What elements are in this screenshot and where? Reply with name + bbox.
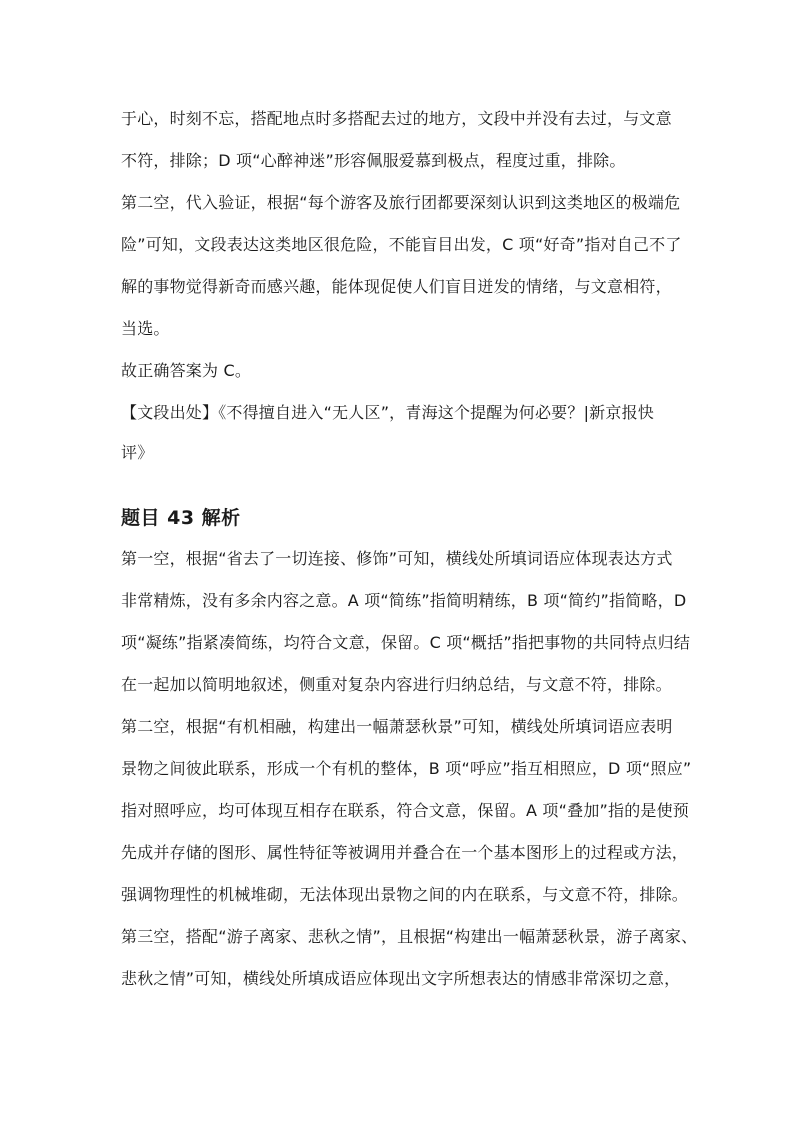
section-heading: 题目 43 解析 — [121, 507, 241, 529]
paragraph-line: 非常精炼，没有多余内容之意。A 项“简练”指简明精练，B 项“简约”指简略，D — [121, 591, 687, 610]
source-line: 【文段出处】《不得擅自进入“无人区”，青海这个提醒为何必要？|新京报快 — [121, 403, 654, 422]
paragraph-line: 景物之间彼此联系，形成一个有机的整体，B 项“呼应”指互相照应，D 项“照应” — [121, 759, 692, 778]
answer-line: 故正确答案为 C。 — [121, 361, 252, 380]
paragraph-line: 当选。 — [121, 319, 170, 338]
paragraph-line: 不符，排除；D 项“心醉神迷”形容佩服爱慕到极点，程度过重，排除。 — [121, 151, 626, 170]
paragraph-line: 第三空，搭配“游子离家、悲秋之情”，且根据“构建出一幅萧瑟秋景，游子离家、 — [121, 927, 698, 946]
paragraph-line: 悲秋之情”可知，横线处所填成语应体现出文字所想表达的情感非常深切之意， — [121, 969, 681, 988]
paragraph-line: 第二空，代入验证，根据“每个游客及旅行团都要深刻认识到这类地区的极端危 — [121, 193, 681, 212]
paragraph-line: 解的事物觉得新奇而感兴趣，能体现促使人们盲目迸发的情绪，与文意相符， — [121, 277, 672, 296]
paragraph-line: 先成并存储的图形、属性特征等被调用并叠合在一个基本图形上的过程或方法， — [121, 843, 689, 862]
paragraph-line: 在一起加以简明地叙述，侧重对复杂内容进行归纳总结，与文意不符，排除。 — [121, 675, 672, 694]
paragraph-line: 项“凝练”指紧凑简练，均符合文意，保留。C 项“概括”指把事物的共同特点归结 — [121, 633, 691, 652]
paragraph-line: 强调物理性的机械堆砌，无法体现出景物之间的内在联系，与文意不符，排除。 — [121, 885, 689, 904]
paragraph-line: 指对照呼应，均可体现互相存在联系，符合文意，保留。A 项“叠加”指的是使预 — [121, 801, 690, 820]
paragraph-line: 于心，时刻不忘，搭配地点时多搭配去过的地方，文段中并没有去过，与文意 — [121, 109, 672, 128]
paragraph-line: 险”可知，文段表达这类地区很危险，不能盲目出发，C 项“好奇”指对自己不了 — [121, 235, 682, 254]
paragraph-line: 第一空，根据“省去了一切连接、修饰”可知，横线处所填词语应体现表达方式 — [121, 549, 673, 568]
source-line: 评》 — [121, 443, 154, 462]
paragraph-line: 第二空，根据“有机相融，构建出一幅萧瑟秋景”可知，横线处所填词语应表明 — [121, 717, 673, 736]
